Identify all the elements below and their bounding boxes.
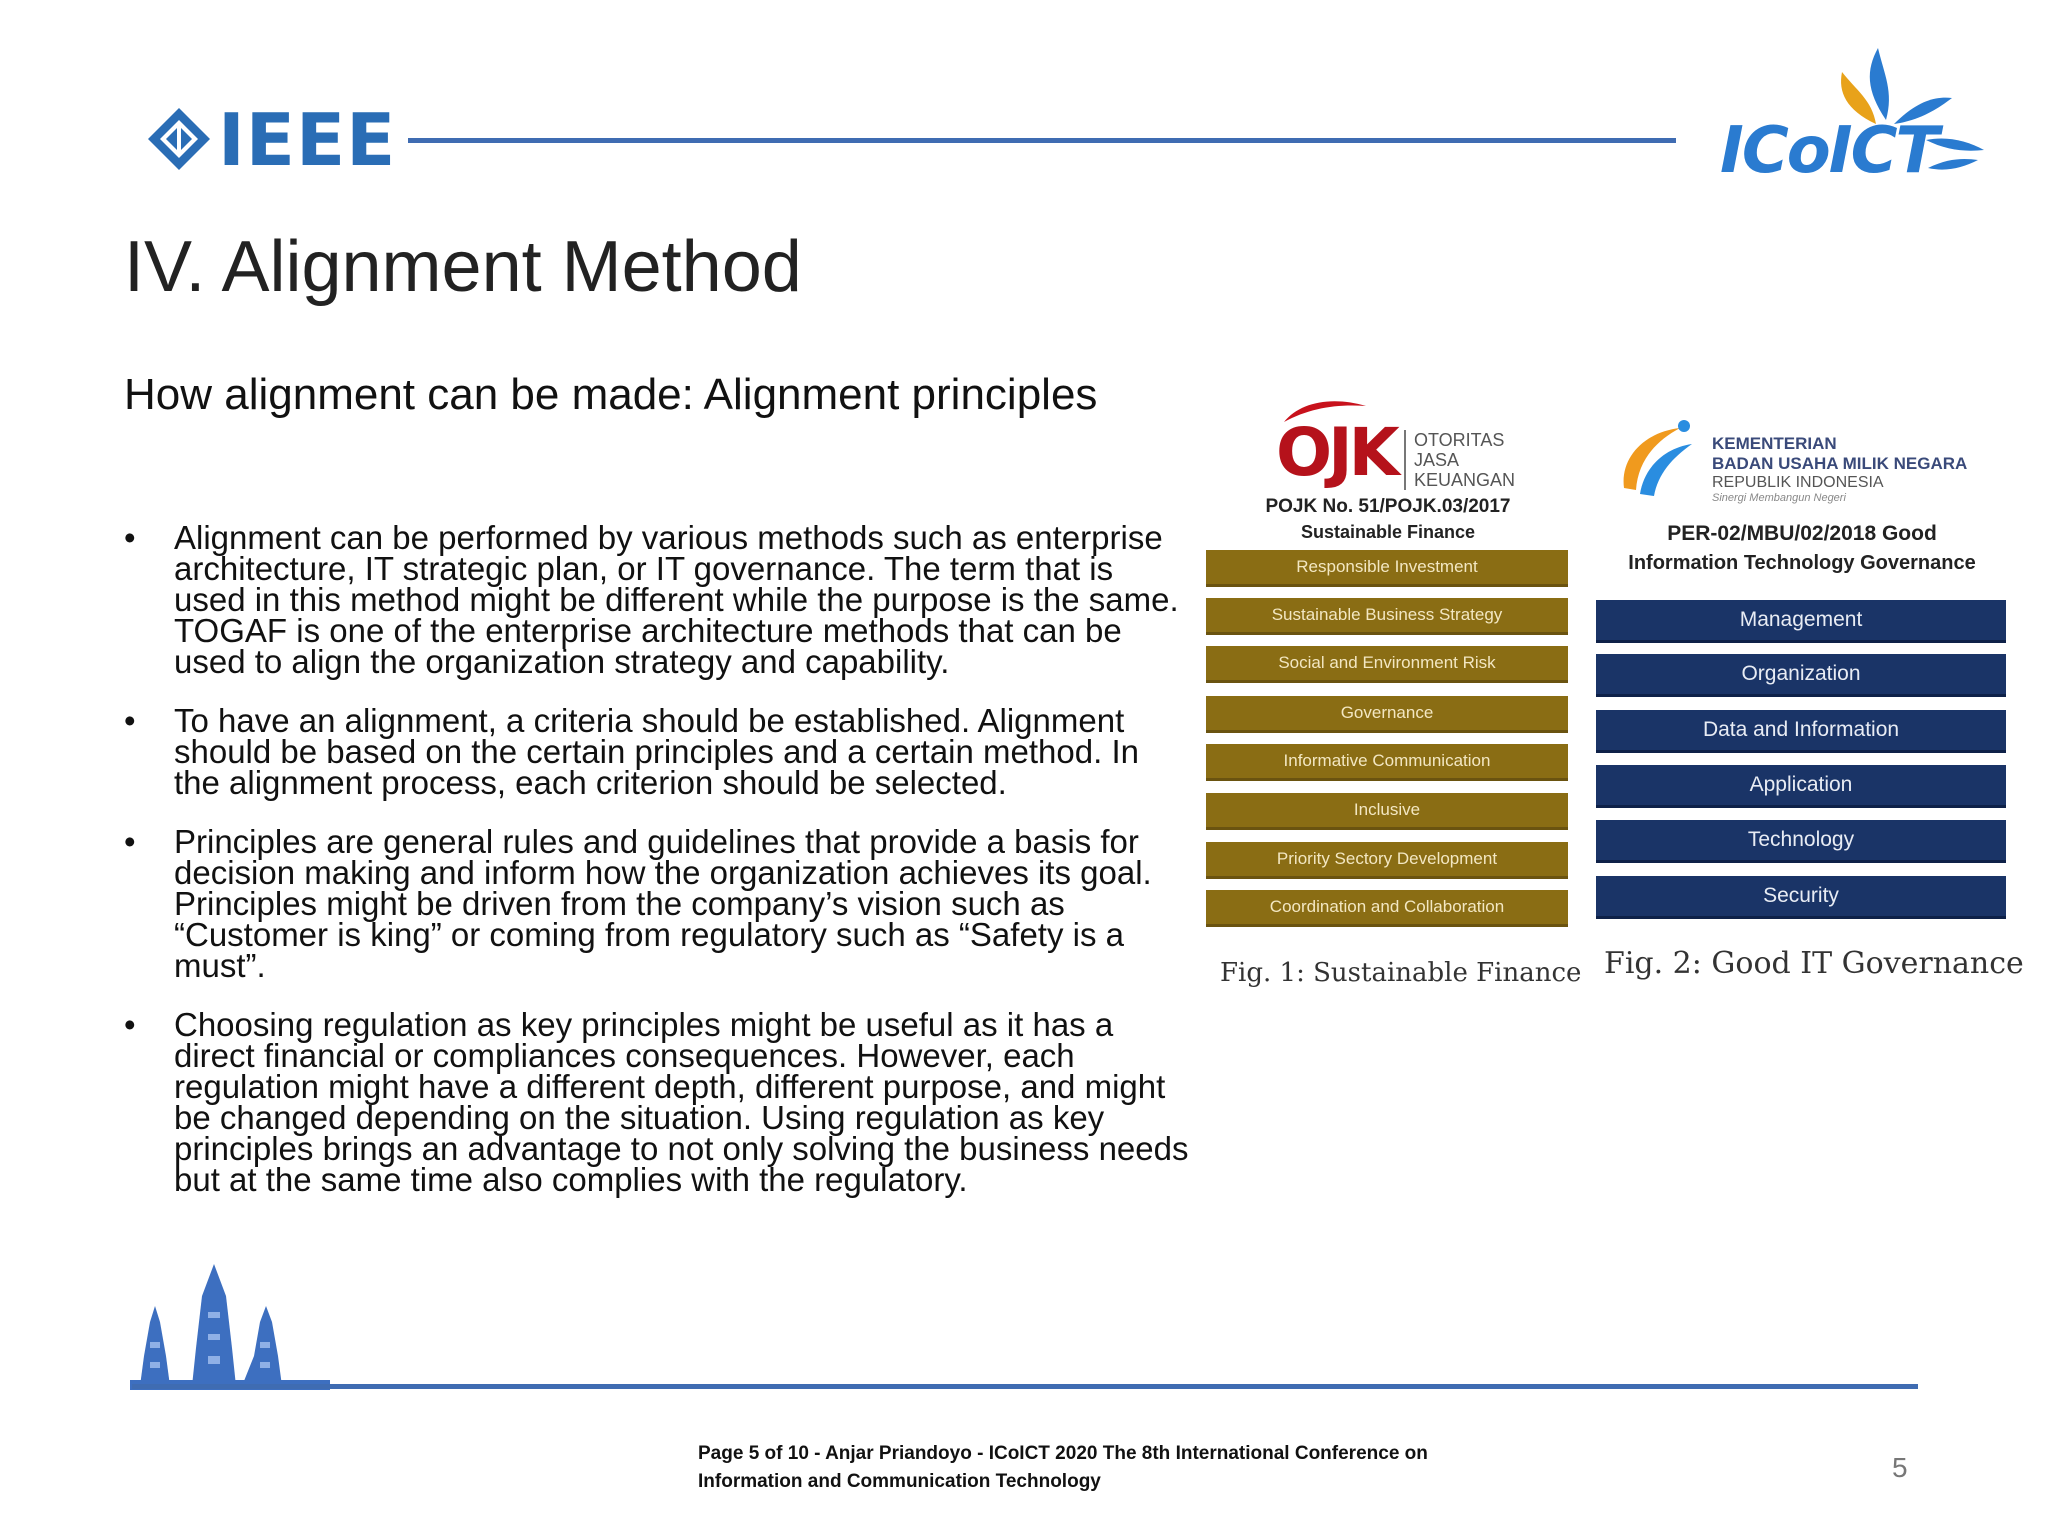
- ieee-logo: [146, 98, 397, 182]
- bullet-item: [120, 519, 1190, 680]
- slide-subtitle: How alignment can be made: Alignment principles: [124, 370, 1098, 419]
- bumn-logo-word: REPUBLIK INDONESIA: [1712, 474, 1884, 491]
- bumn-logo-tagline: Sinergi Membangun Negeri: [1712, 492, 1846, 504]
- ojk-logo-word: JASA: [1414, 450, 1460, 470]
- figure-sustainable-finance: [1206, 392, 1582, 992]
- bumn-logo: [1614, 410, 2010, 510]
- ojk-logo-mark: OJK: [1276, 414, 1396, 491]
- bumn-logo-word: BADAN USAHA MILIK NEGARA: [1712, 454, 1968, 473]
- fig1-item: Responsible Investment: [1206, 550, 1568, 584]
- fig2-regulation: PER-02/MBU/02/2018 Good: [1667, 522, 1937, 545]
- fig2-subtitle: Information Technology Governance: [1628, 552, 1976, 574]
- fig2-caption: Fig. 2: Good IT Governance: [1604, 946, 2024, 981]
- bullet-marker: •: [124, 823, 136, 860]
- fig2-item: Security: [1596, 876, 2006, 916]
- bullet-marker: •: [124, 702, 136, 739]
- bullet-text: Principles are general rules and guidelines that provide a basis for decision making and inform how the organization achieves its goal. Principles might be driven from the company’s vision such as “Customer is king” or coming from regulatory such as “Safety is a must”.: [174, 823, 1152, 984]
- fig1-item: Informative Communication: [1206, 744, 1568, 778]
- bumn-swirl-icon: [1614, 418, 1698, 502]
- fig2-item: Application: [1596, 765, 2006, 805]
- bullet-list: [120, 519, 1190, 1223]
- bullet-item: [120, 823, 1190, 984]
- bumn-logo-word: KEMENTERIAN: [1712, 434, 1837, 453]
- fig1-caption: Fig. 1: Sustainable Finance: [1220, 958, 1582, 988]
- fig1-subtitle: Sustainable Finance: [1300, 522, 1476, 542]
- bullet-text: Alignment can be performed by various methods such as enterprise architecture, IT strategic plan, or IT governance. The term that is used in this method might be different while the purpose is the same. TOGAF is one of the enterprise architecture methods that can be used to align the organization strategy and capability.: [174, 519, 1179, 680]
- fig1-item: Social and Environment Risk: [1206, 646, 1568, 680]
- icoict-logo: [1716, 40, 1996, 188]
- slide-title: IV. Alignment Method: [124, 227, 802, 307]
- bullet-marker: •: [124, 1006, 136, 1043]
- ieee-logo-text: IEEE: [218, 98, 397, 182]
- figure-good-it-governance: [1594, 410, 2024, 1000]
- page-number: 5: [1892, 1452, 1908, 1483]
- footer-line: Page 5 of 10 - Anjar Priandoyo - ICoICT 2020 The 8th International Conference on: [698, 1443, 1428, 1464]
- ojk-logo-word: OTORITAS: [1414, 430, 1505, 450]
- fig1-regulation: POJK No. 51/POJK.03/2017: [1265, 496, 1511, 517]
- fig2-item: Data and Information: [1596, 710, 2006, 750]
- fig1-item: Coordination and Collaboration: [1206, 890, 1568, 924]
- fig2-item: Organization: [1596, 654, 2006, 694]
- bullet-marker: •: [124, 519, 136, 556]
- footer-line: Information and Communication Technology: [698, 1471, 1101, 1492]
- ieee-diamond-icon: [146, 106, 212, 172]
- icoict-logo-text: ICoICT: [1720, 114, 1938, 188]
- ojk-logo-word: KEUANGAN: [1414, 470, 1516, 490]
- bullet-text: To have an alignment, a criteria should be established. Alignment should be based on the certain principles and a certain method. In the alignment process, each criterion should be selected.: [174, 702, 1139, 801]
- fig2-item: Management: [1596, 600, 2006, 640]
- footer-text: [698, 1440, 1428, 1496]
- header-rule: [408, 138, 1676, 143]
- bullet-text: Choosing regulation as key principles might be useful as it has a direct financial or compliances consequences. However, each regulation might have a different depth, different purpose, and might be changed depending on the situation. Using regulation as key principles brings an advantage to not only solving the business needs but at the same time also complies with the regulatory.: [174, 1006, 1189, 1198]
- bullet-item: [120, 1006, 1190, 1198]
- fig2-item: Technology: [1596, 820, 2006, 860]
- fig1-item: Sustainable Business Strategy: [1206, 598, 1568, 632]
- ojk-logo: [1276, 396, 1526, 496]
- footer-rule: [132, 1384, 1918, 1389]
- fig1-item: Priority Sectory Development: [1206, 842, 1568, 876]
- bullet-item: [120, 702, 1190, 801]
- ojk-logo-words: [1404, 430, 1515, 490]
- fig1-item: Inclusive: [1206, 793, 1568, 827]
- temple-icon: [130, 1256, 330, 1392]
- fig1-item: Governance: [1206, 696, 1568, 730]
